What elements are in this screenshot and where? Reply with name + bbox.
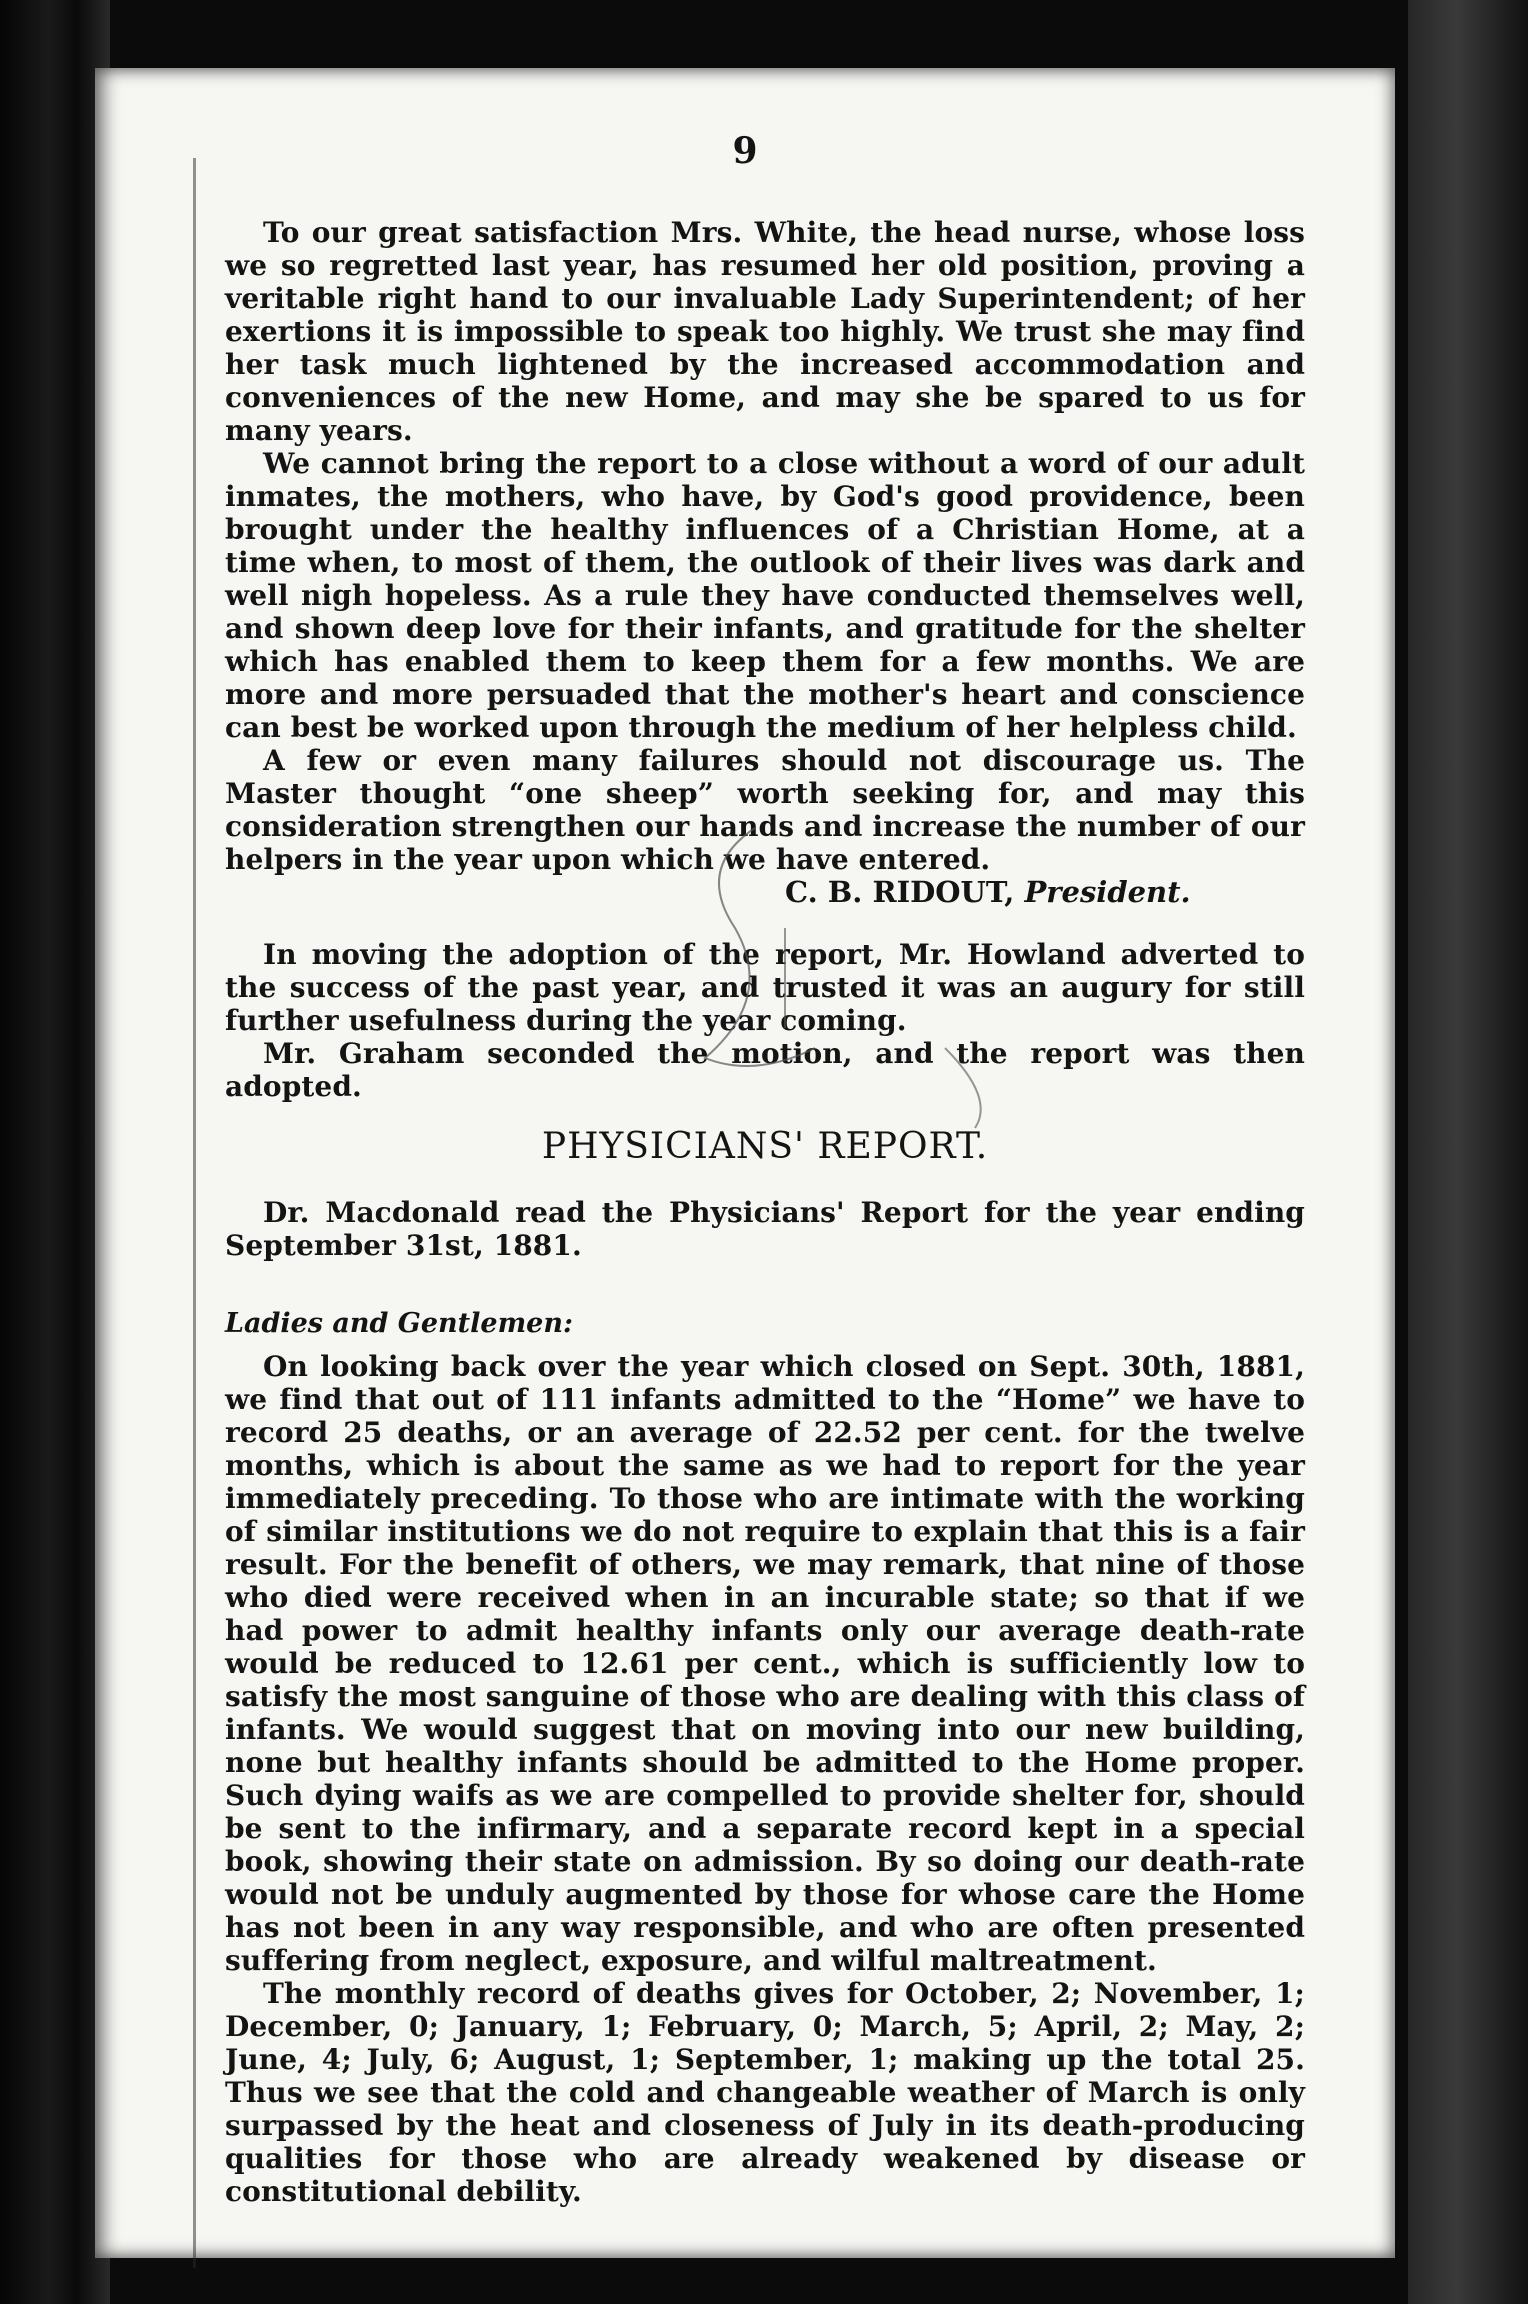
paragraph-monthly-deaths: The monthly record of deaths gives for October, 2; November, 1; December, 0; January, 1; February, 0; March, 5; April, 2; May, 2; June, 4; July, 6; August, 1; September, 1; making up the total 25. Thus we see that the cold and changeable weather of March is only surpassed by the heat and closeness of July in its death-producing qualities for those who are already weakened by disease or constitutional debility.	[225, 1977, 1305, 2208]
book-binding-edge	[0, 0, 110, 2304]
signature-name: C. B. RIDOUT,	[785, 875, 1015, 909]
page-number: 9	[732, 130, 758, 172]
signature-title: President.	[1024, 875, 1191, 909]
paragraph-failures: A few or even many failures should not discourage us. The Master thought “one sheep” worth seeking for, and may this consideration strengthen our hands and increase the number of our helpers in the year upon which we have entered.	[225, 744, 1305, 876]
section-heading: PHYSICIANS' REPORT.	[541, 1126, 989, 1167]
paragraph-adoption-motion: In moving the adoption of the report, Mr. Howland adverted to the success of the past year, and trusted it was an augury for still further usefulness during the year coming.	[225, 938, 1305, 1037]
pencil-marks	[95, 68, 1395, 2258]
paragraph-adult-inmates: We cannot bring the report to a close without a word of our adult inmates, the mothers, who have, by God's good providence, been brought under the healthy influences of a Christian Home, at a time when, to most of them, the outlook of their lives was dark and well nigh hopeless. As a rule they have conducted themselves well, and shown deep love for their infants, and gratitude for the shelter which has enabled them to keep them for a few months. We are more and more persuaded that the mother's heart and conscience can best be worked upon through the medium of her helpless child.	[225, 447, 1305, 744]
document-page	[95, 68, 1395, 2258]
paragraph-physicians-intro: Dr. Macdonald read the Physicians' Report for the year ending September 31st, 1881.	[225, 1196, 1305, 1262]
salutation: Ladies and Gentlemen:	[225, 1308, 573, 1339]
paragraph-motion-seconded: Mr. Graham seconded the motion, and the report was then adopted.	[225, 1037, 1305, 1103]
book-page-edge	[1408, 0, 1528, 2304]
paragraph-mortality-summary: On looking back over the year which closed on Sept. 30th, 1881, we find that out of 111 infants admitted to the “Home” we have to record 25 deaths, or an average of 22.52 per cent. for the twelve months, which is about the same as we had to report for the year immediately preceding. To those who are intimate with the working of similar institutions we do not require to explain that this is a fair result. For the benefit of others, we may remark, that nine of those who died were received when in an incurable state; so that if we had power to admit healthy infants only our average death-rate would be reduced to 12.61 per cent., which is sufficiently low to satisfy the most sanguine of those who are dealing with this class of infants. We would suggest that on moving into our new building, none but healthy infants should be admitted to the Home proper. Such dying waifs as we are compelled to provide shelter for, should be sent to the infirmary, and a separate record kept in a special book, showing their state on admission. By so doing our death-rate would not be unduly augmented by those for whose care the Home has not been in any way responsible, and who are often presented suffering from neglect, exposure, and wilful maltreatment.	[225, 1350, 1305, 1977]
paragraph-head-nurse: To our great satisfaction Mrs. White, the head nurse, whose loss we so regretted last year, has resumed her old position, proving a veritable right hand to our invaluable Lady Superintendent; of her exertions it is impossible to speak too highly. We trust she may find her task much lightened by the increased accommodation and conveniences of the new Home, and may she be spared to us for many years.	[225, 216, 1305, 447]
